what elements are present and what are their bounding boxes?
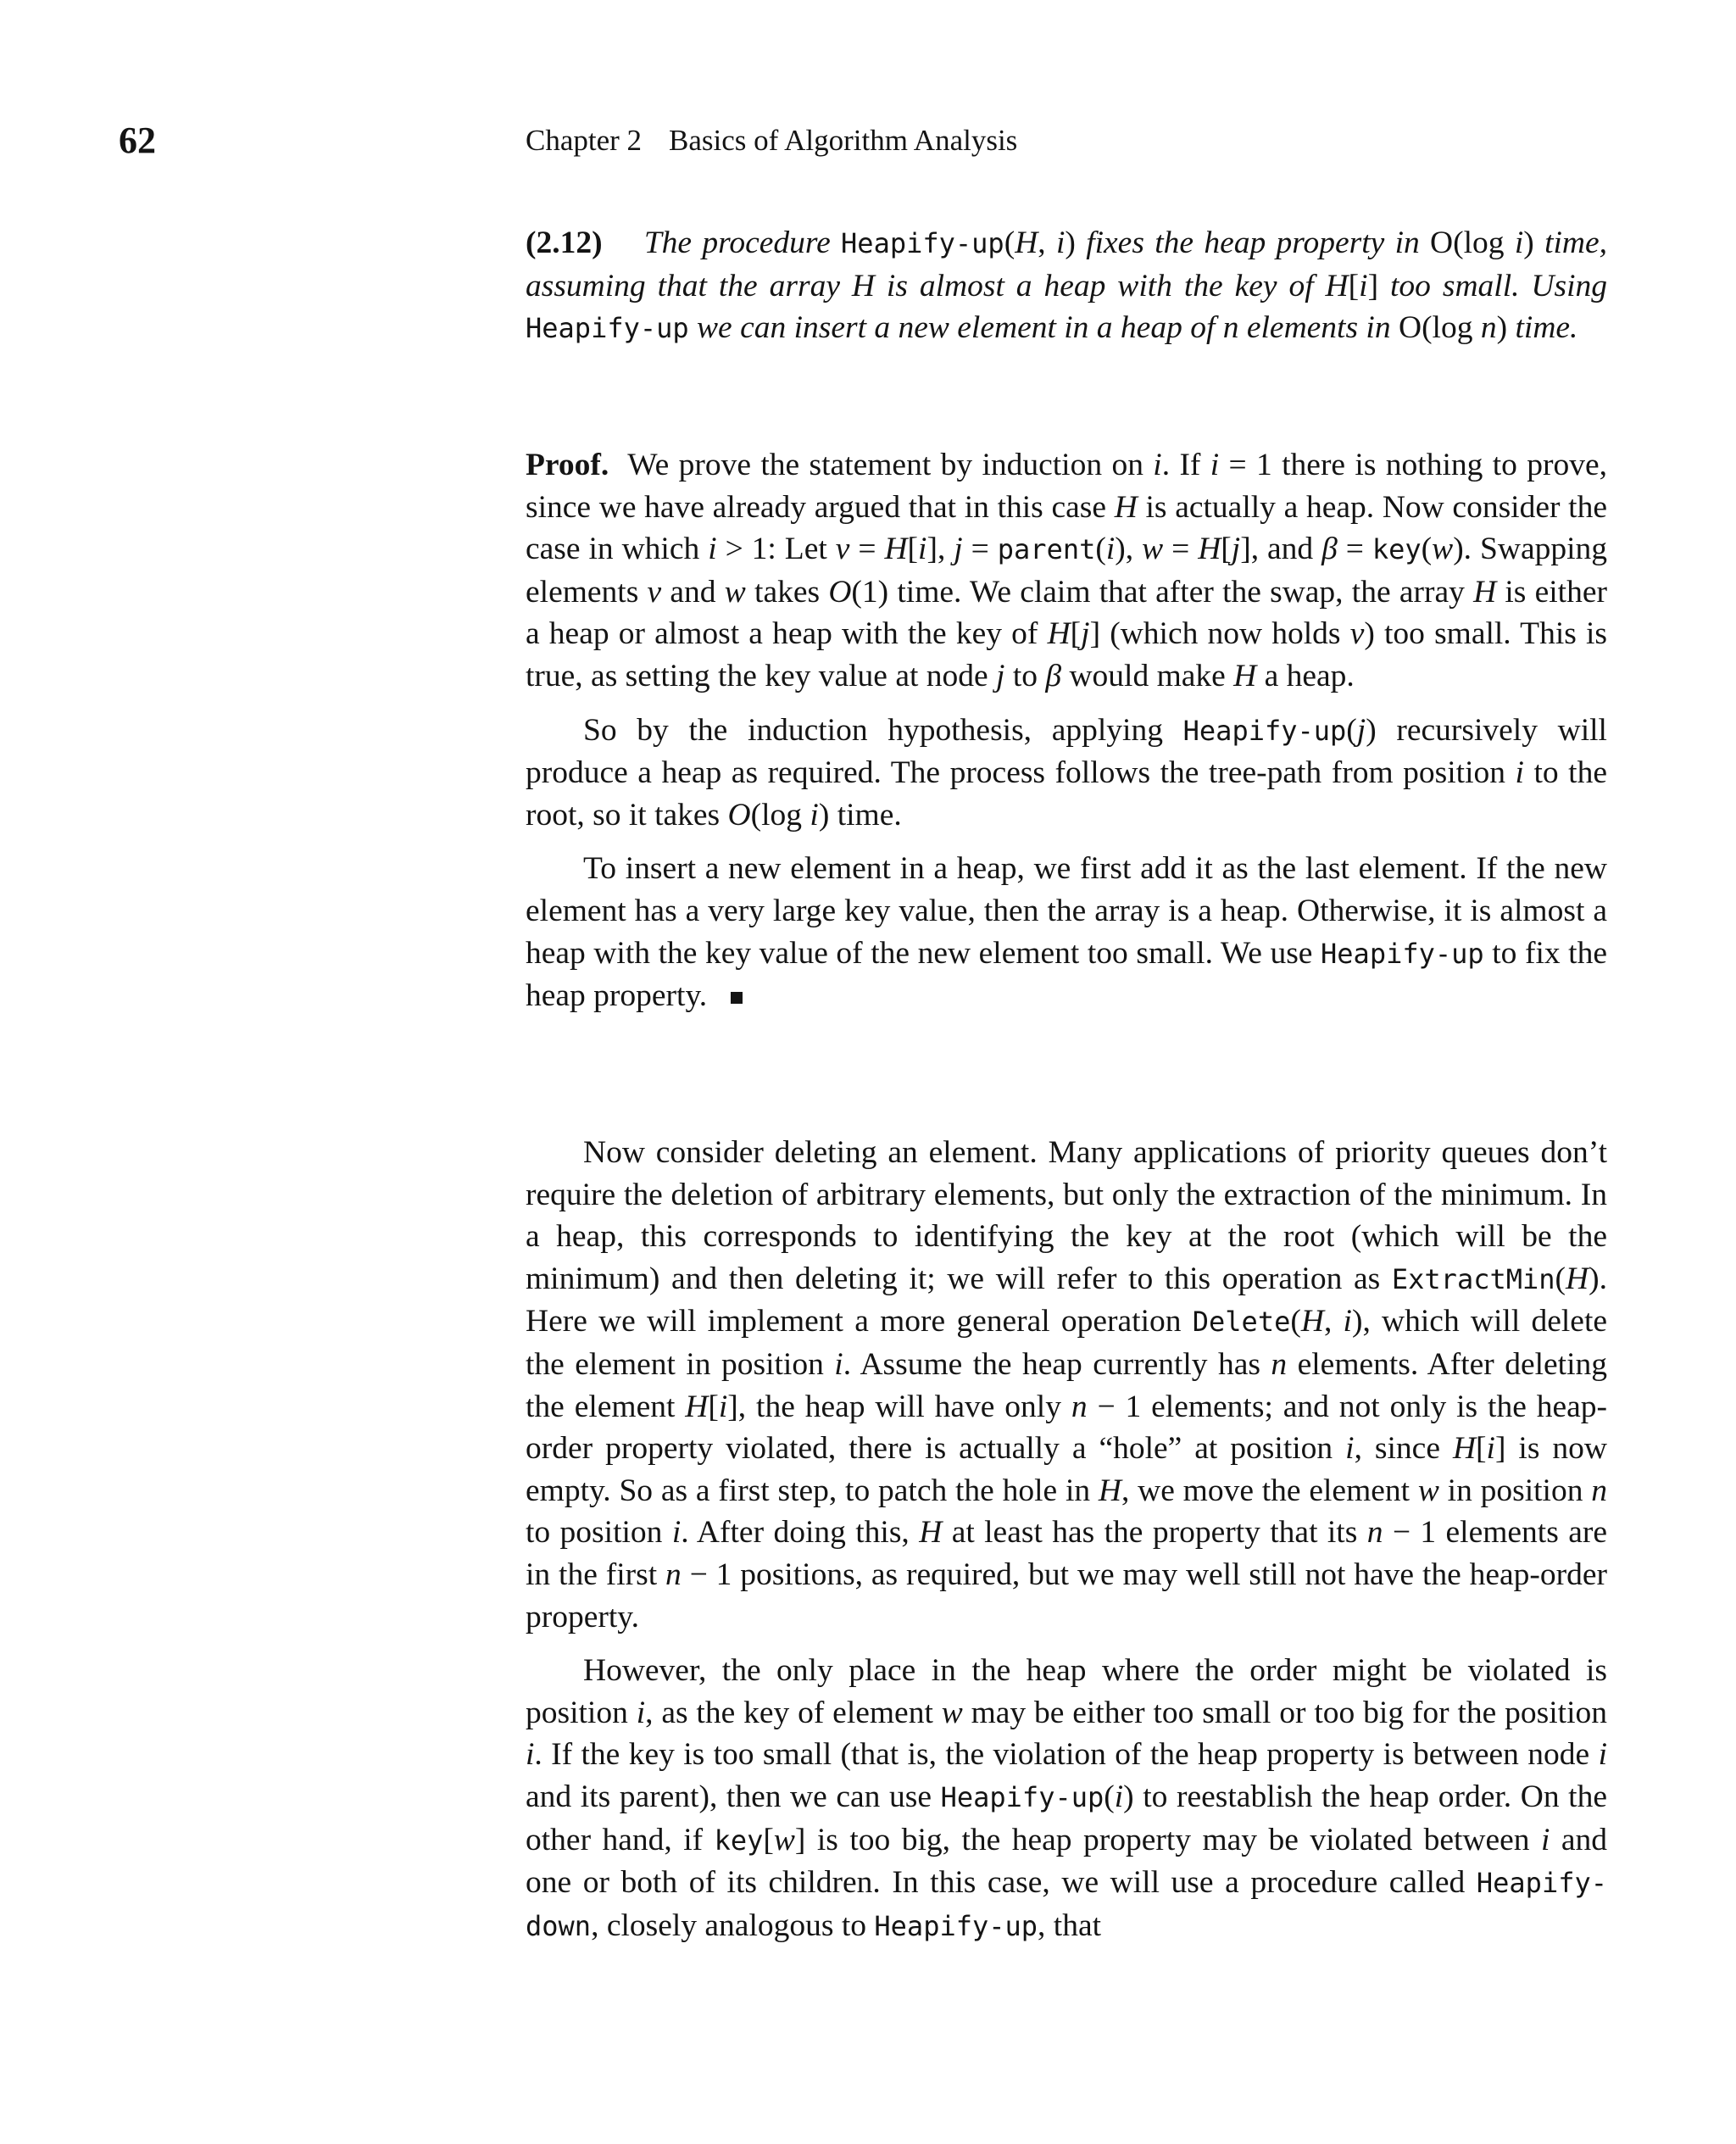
body-paragraph-1: Now consider deleting an element. Many applications of priority queues don’t require the deletion of arbitrary elements, but only the extraction of the minimum. In a heap, this corresponds to identifying the key at the root (which will be the minimum) and then deleting it; we will refer to this operation as ExtractMin(H). Here we will implement a more general operation Delete(H, i), which will delete the element in position i. Assume the heap currently has n elements. After deleting the element H[i], the heap will have only n − 1 elements; and not only is the heap-order property violated, there is actually a “hole” at position i, since H[i] is now empty. So as a first step, to patch the hole in H, we move the element w in position n to position i. After doing this, H at least has the property that its n − 1 elements are in the first n − 1 positions, as required, but we may well still not have the heap-order property. — [526, 1135, 1608, 1634]
proof-block — [526, 444, 1607, 1017]
proof-paragraph-3: To insert a new element in a heap, we first add it as the last element. If the new element has a very large key value, then the array is a heap. Otherwise, it is almost a heap with the key value of the new element too small. We use Heapify-up to fix the heap property. — [526, 851, 1607, 1014]
body-text — [526, 1132, 1607, 1947]
theorem-block — [526, 222, 1607, 350]
chapter-title: Basics of Algorithm Analysis — [669, 124, 1018, 157]
theorem-2-12: (2.12) The procedure Heapify-up(H, i) fixes the heap property in O(log i) time, assuming that the array H is almost a heap with the key of H[i] too small. Using Heapify-up we can insert a new element in a heap of n elements in O(log n) time. — [526, 226, 1608, 346]
proof-paragraph-2: So by the induction hypothesis, applying Heapify-up(j) recursively will produce a heap as required. The process follows the tree-path from position i to the root, so it takes O(log i) time. — [526, 712, 1607, 833]
body-paragraph-2: However, the only place in the heap where the order might be violated is position i, as the key of element w may be either too small or too big for the position i. If the key is too small (that is, the violation of the heap property is between node i and its parent), then we can use Heapify-up(i) to reestablish the heap order. On the other hand, if key[w] is too big, the heap property may be violated between i and one or both of its children. In this case, we will use a procedure called Heapify-down, closely analogous to Heapify-up, that — [526, 1653, 1608, 1943]
qed-square-icon — [731, 992, 743, 1004]
proof-label: Proof. — [526, 448, 609, 482]
proof-paragraph-1: Proof. We prove the statement by induction on i. If i = 1 there is nothing to prove, since we have already argued that in this case H is actually a heap. Now consider the case in which i > 1: Let v = H[i], j = parent(i), w = H[j], and β = key(w). Swapping elements v and w takes O(1) time. We claim that after the swap, the array H is either a heap or almost a heap with the key of H[j] (which now holds v) too small. This is true, as setting the key value at node j to β would make H a heap. — [526, 448, 1608, 693]
chapter-number: Chapter 2 — [526, 124, 643, 157]
theorem-label: (2.12) — [526, 226, 603, 260]
running-head — [526, 117, 1017, 164]
page-number: 62 — [119, 120, 156, 161]
